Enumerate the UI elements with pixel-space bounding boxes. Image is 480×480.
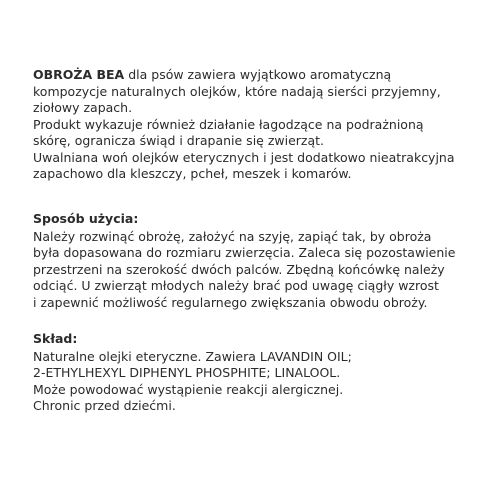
intro-section: [33, 67, 473, 183]
usage-line-3: odciąć. U zwierząt młodych należy brać pod uwagę ciągły wzrost: [33, 278, 439, 293]
intro-first-line: [33, 67, 473, 84]
usage-line-0: Należy rozwinąć obrożę, założyć na szyję, zapiąć tak, by obroża: [33, 228, 432, 244]
composition-section: [33, 331, 473, 415]
usage-line-1: była dopasowana do rozmiaru zwierzęcia. Zaleca się pozostawienie: [33, 245, 456, 260]
intro-line-2: ziołowy zapach.: [33, 100, 133, 115]
product-name: OBROŻA BEA: [33, 67, 125, 82]
intro-line-5: Uwalniana woń olejków eterycznych i jest dodatkowo nieatrakcyjna: [33, 149, 455, 165]
intro-line-6: zapachowo dla kleszczy, pcheł, meszek i komarów.: [33, 166, 352, 181]
intro-line-1: kompozycje naturalnych olejków, które nadają sierści przyjemny,: [33, 83, 441, 99]
usage-line-4: i zapewnić możliwość regularnego zwiększania obwodu obroży.: [33, 294, 428, 310]
intro-line-3: Produkt wykazuje również działanie łagodzące na podrażnioną: [33, 116, 424, 132]
usage-line-2: przestrzeni na szerokość dwóch palców. Zbędną końcówkę należy: [33, 261, 445, 277]
composition-line-2: Może powodować wystąpienie reakcji alergicznej.: [33, 381, 344, 397]
intro-line-0: dla psów zawiera wyjątkowo aromatyczną: [124, 67, 392, 82]
composition-line-3: Chronic przed dziećmi.: [33, 398, 176, 413]
composition-heading: Skład:: [33, 331, 78, 346]
composition-line-1: 2-ETHYLHEXYL DIPHENYL PHOSPHITE; LINALOOL.: [33, 365, 341, 380]
composition-line-0: Naturalne olejki eteryczne. Zawiera LAVANDIN OIL;: [33, 348, 352, 364]
usage-heading: Sposób użycia:: [33, 211, 139, 226]
intro-line-4: skórę, ogranicza świąd i drapanie się zwierząt.: [33, 133, 325, 148]
usage-section: [33, 211, 473, 311]
